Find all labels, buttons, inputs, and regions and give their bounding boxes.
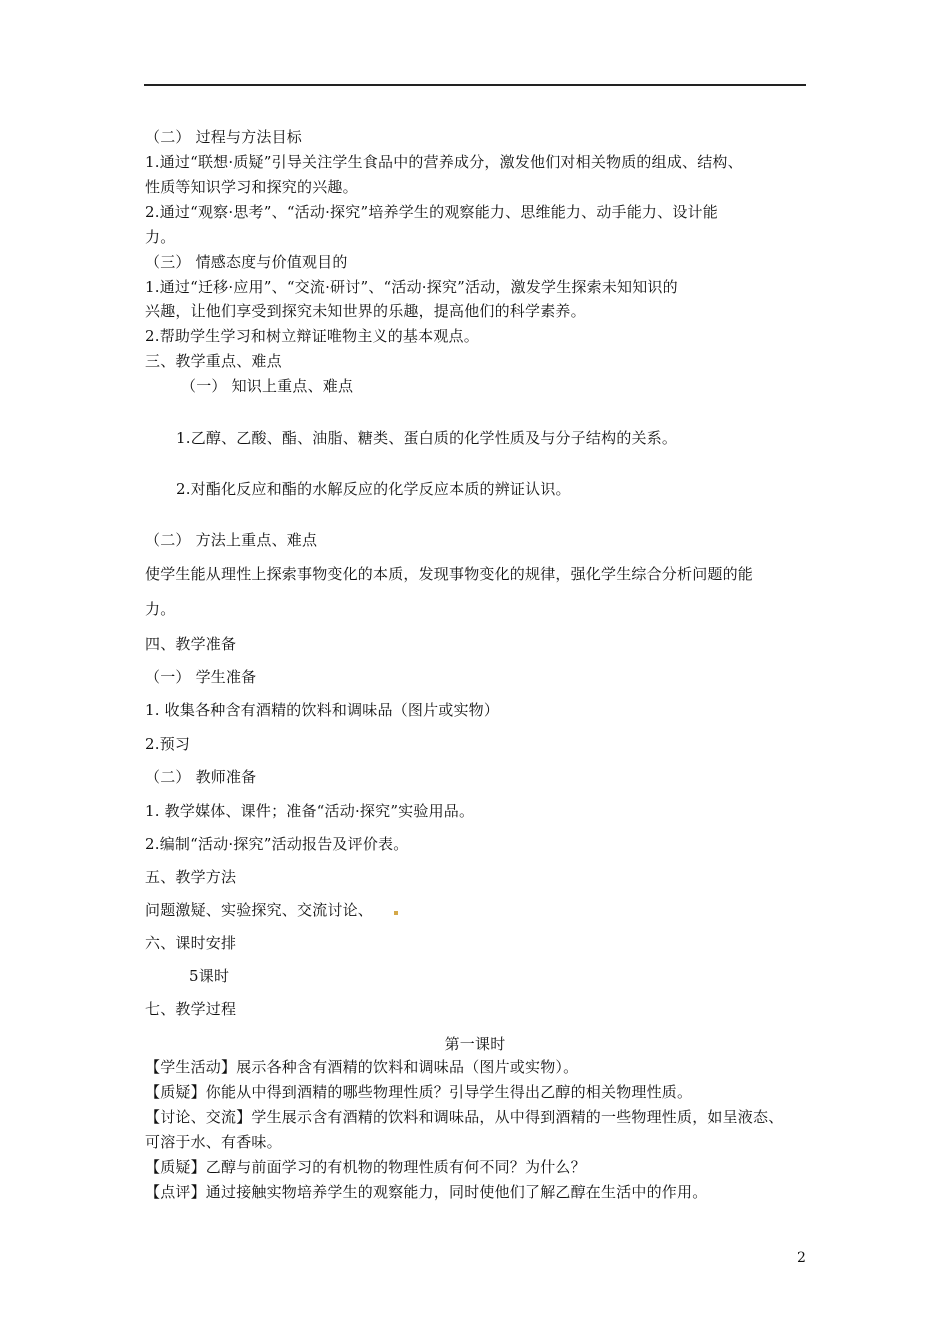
body-line: 2.对酯化反应和酯的水解反应的化学反应本质的辨证认识。 (176, 480, 571, 498)
body-line: 1. 教学媒体、课件；准备“活动·探究”实验用品。 (145, 802, 475, 820)
body-line: 2.编制“活动·探究”活动报告及评价表。 (145, 835, 409, 853)
body-line: 【点评】通过接触实物培养学生的观察能力，同时使他们了解乙醇在生活中的作用。 (145, 1183, 708, 1201)
body-line: 兴趣，让他们享受到探究未知世界的乐趣，提高他们的科学素养。 (145, 302, 586, 320)
body-line: 【质疑】乙醇与前面学习的有机物的物理性质有何不同？为什么？ (145, 1158, 586, 1176)
body-line: 5课时 (189, 967, 230, 985)
body-line: 性质等知识学习和探究的兴趣。 (145, 178, 358, 196)
page-number: 2 (797, 1250, 806, 1266)
mark-dot (394, 911, 398, 915)
section-heading: （二） 过程与方法目标 (145, 128, 302, 146)
body-line: 1.通过“联想·质疑”引导关注学生食品中的营养成分，激发他们对相关物质的组成、结构、 (145, 153, 743, 171)
section-heading: （三） 情感态度与价值观目的 (145, 253, 348, 271)
body-line: 1.乙醇、乙酸、酯、油脂、糖类、蛋白质的化学性质及与分子结构的关系。 (176, 429, 678, 447)
body-line: 使学生能从理性上探索事物变化的本质，发现事物变化的规律，强化学生综合分析问题的能 (145, 565, 754, 583)
subsection-heading: （一） 学生准备 (145, 668, 257, 686)
body-line: 问题激疑、实验探究、交流讨论、 (145, 901, 374, 919)
body-line: 1.通过“迁移·应用”、“交流·研讨”、“活动·探究”活动，激发学生探索未知知识的 (145, 278, 678, 296)
section-heading: 六、课时安排 (145, 934, 237, 952)
body-line: 力。 (145, 600, 176, 618)
body-line: 【讨论、交流】学生展示含有酒精的饮料和调味品，从中得到酒精的一些物理性质，如呈液态、 (145, 1108, 784, 1126)
subsection-heading: （一） 知识上重点、难点 (181, 377, 354, 395)
body-line: 【质疑】你能从中得到酒精的哪些物理性质？引导学生得出乙醇的相关物理性质。 (145, 1083, 693, 1101)
lesson-title: 第一课时 (444, 1035, 506, 1053)
section-heading: 五、教学方法 (145, 868, 237, 886)
body-line: 力。 (145, 228, 176, 246)
body-line: 2.预习 (145, 735, 191, 753)
body-line: 2.通过“观察·思考”、“活动·探究”培养学生的观察能力、思维能力、动手能力、设计能 (145, 203, 718, 221)
section-heading: 四、教学准备 (145, 635, 237, 653)
header-rule (144, 84, 806, 86)
section-heading: 三、教学重点、难点 (145, 352, 282, 370)
body-line: 1. 收集各种含有酒精的饮料和调味品（图片或实物） (145, 701, 500, 719)
body-line: 可溶于水、有香味。 (145, 1133, 282, 1151)
subsection-heading: （二） 教师准备 (145, 768, 257, 786)
body-line: 2.帮助学生学习和树立辩证唯物主义的基本观点。 (145, 327, 479, 345)
subsection-heading: （二） 方法上重点、难点 (145, 531, 318, 549)
section-heading: 七、教学过程 (145, 1000, 237, 1018)
body-line: 【学生活动】展示各种含有酒精的饮料和调味品（图片或实物）。 (145, 1058, 579, 1076)
